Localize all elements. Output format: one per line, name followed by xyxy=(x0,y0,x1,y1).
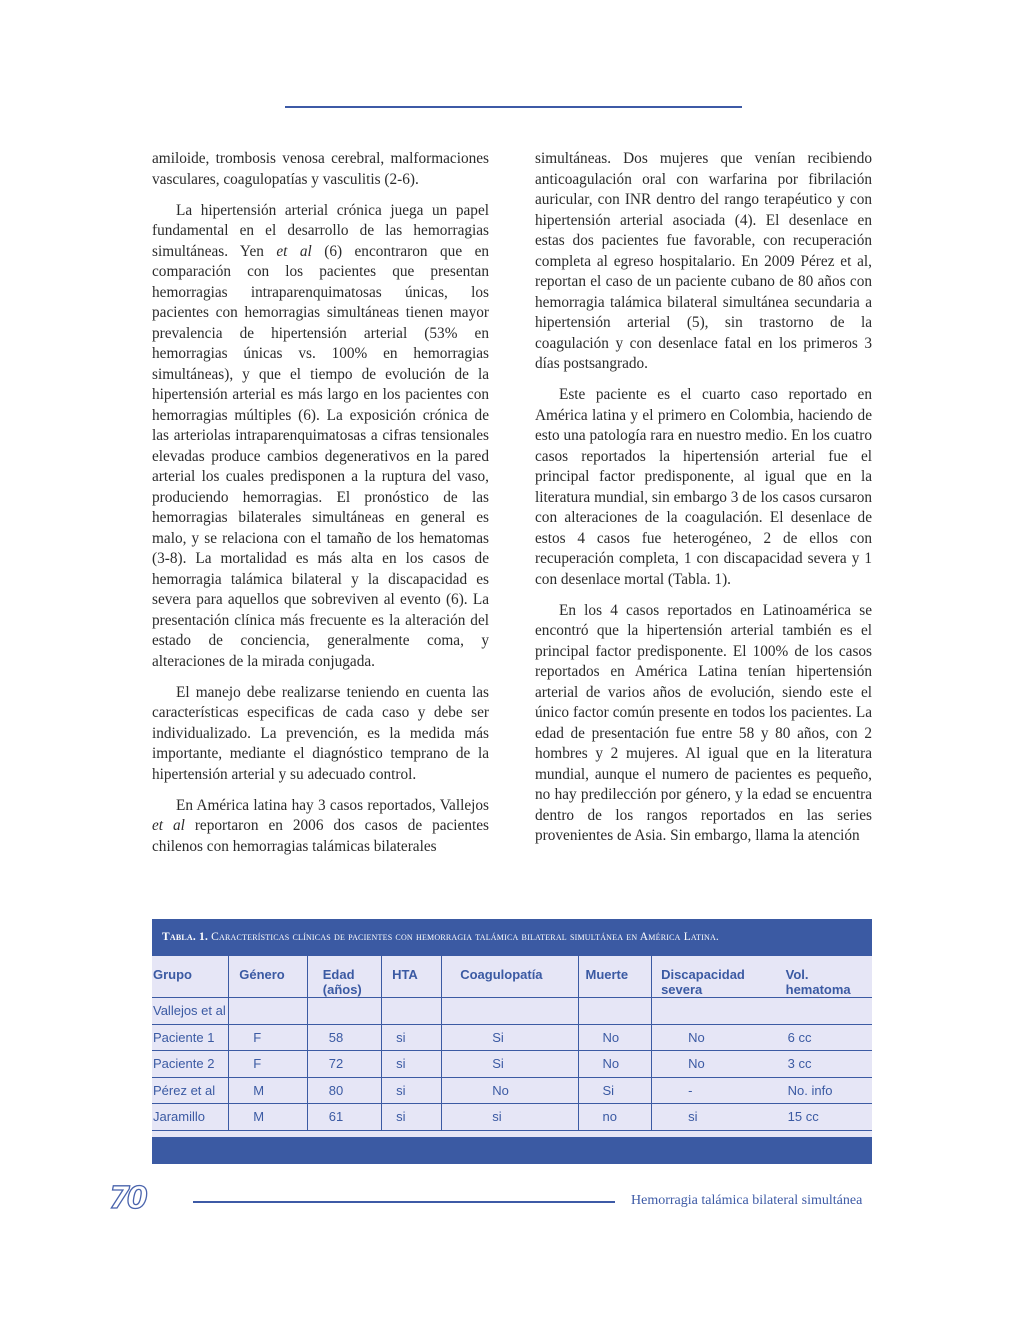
table-label: Tabla. 1. xyxy=(162,931,209,943)
text-run: (6) encontraron que en comparación con los pacientes que presentan hemorragias intraparenquimatosas únicas, los pacientes con hemorragias simultáneas tienen mayor prevalencia de hipertensión arterial (53% en hemorragias únicas vs. 100% en hemorragias simultáneas), y que el tiempo de evolución de la hipertensión arterial es más largo en los pacientes con hemorragias múltiples (6). La exposición crónica de las arteriolas intraparenquimatosas a cifras tensionales elevadas produce cambios degenerativos en la pared arterial los cuales predisponen a la ruptura del vaso, produciendo hemorragias. El pronóstico de las hemorragias bilaterales simultáneas en general es malo, y se relaciona con el tamaño de los hematomas (3-8). La mortalidad es más alta en los casos de hemorragia talámica bilateral y la discapacidad es severa para aquellos que sobreviven al evento (6). La presentación clínica más frecuente es la alteración del estado de conciencia, generalmente coma, y alteraciones de la mirada conjugada. xyxy=(152,242,490,670)
table-cell xyxy=(442,998,578,1025)
text-run: La hipertensión arterial crónica juega un papel fundamental en el desarrollo de las hemorragias simultáneas. Yen xyxy=(152,201,489,260)
column-header xyxy=(152,956,229,998)
table-cell: Paciente 2 xyxy=(152,1051,229,1078)
table-cell: No xyxy=(652,1051,776,1078)
header-rule xyxy=(285,106,742,108)
table-cell: si xyxy=(442,1104,578,1131)
table-cell: Si xyxy=(578,1077,652,1104)
table-cell xyxy=(578,998,652,1025)
footer-rule xyxy=(193,1201,615,1203)
column-header-line: Edad xyxy=(322,967,355,982)
table-cell: si xyxy=(652,1104,776,1131)
table-cell: No xyxy=(578,1051,652,1078)
table-cell: si xyxy=(382,1077,442,1104)
left-text-column xyxy=(152,149,489,868)
page-number: 70 xyxy=(109,1181,145,1216)
table-cell: 3 cc xyxy=(776,1051,872,1078)
column-header xyxy=(442,956,578,998)
table-cell: M xyxy=(229,1104,308,1131)
table-cell: F xyxy=(229,1051,308,1078)
table-cell xyxy=(776,998,872,1025)
table-cell: F xyxy=(229,1024,308,1051)
right-text-column xyxy=(535,149,872,857)
table-cell: 15 cc xyxy=(776,1104,872,1131)
paragraph: Este paciente es el cuarto caso reportado en América latina y el primero en Colombia, haciendo de esto una patología rara en nuestro medio. En los cuatro casos reportados la hipertensión arterial fue el principal factor predisponente, al igual que en la literatura mundial, sin embargo 3 de los casos cursaron con alteraciones de la coagulación. El desenlace de estos 4 casos fue heterogéneo, 2 de ellos con recuperación completa, 1 con discapacidad severa y 1 con desenlace mortal (Tabla. 1). xyxy=(535,386,872,588)
table-cell xyxy=(229,998,308,1025)
column-header xyxy=(307,956,381,998)
table-cell: Si xyxy=(442,1024,578,1051)
text-run: reportaron en 2006 dos casos de pacientes chilenos con hemorragias talámicas bilaterales xyxy=(152,817,489,855)
clinical-table xyxy=(152,956,872,1131)
column-header xyxy=(652,956,776,998)
table-cell: 72 xyxy=(307,1051,381,1078)
table-1 xyxy=(152,919,872,1164)
table-row xyxy=(152,1051,872,1078)
table-cell: Paciente 1 xyxy=(152,1024,229,1051)
column-header xyxy=(229,956,308,998)
table-cell: No xyxy=(578,1024,652,1051)
table-footer-bar xyxy=(152,1137,872,1164)
column-header-line: Discapacidad xyxy=(661,967,745,982)
table-cell: No xyxy=(442,1077,578,1104)
table-cell: si xyxy=(382,1024,442,1051)
column-header xyxy=(776,956,872,998)
column-header-line: HTA xyxy=(392,967,418,982)
table-cell xyxy=(652,998,776,1025)
table-row xyxy=(152,1104,872,1131)
table-cell: 61 xyxy=(307,1104,381,1131)
table-caption-text: Características clínicas de pacientes con hemorragia talámica bilateral simultánea en América Latina. xyxy=(211,931,719,943)
paragraph: simultáneas. Dos mujeres que venían recibiendo anticoagulación oral con warfarina por fibrilación auricular, con INR dentro del rango terapéutico y con hipertensión arterial asociada (4). El desenlace en estas dos pacientes fue favorable, con recuperación completa al egreso hospitalario. En 2009 Pérez et al, reportan el caso de un paciente cubano de 80 años con hemorragia talámica bilateral simultánea secundaria a hipertensión arterial (5), sin trastorno de la coagulación y con desenlace fatal en los primeros 3 días postsangrado. xyxy=(535,150,872,372)
running-title: Hemorragia talámica bilateral simultánea xyxy=(631,1193,863,1208)
column-header xyxy=(382,956,442,998)
column-header-line: (años) xyxy=(322,982,362,997)
column-header-line: hematoma xyxy=(785,982,851,997)
table-cell: 80 xyxy=(307,1077,381,1104)
table-cell: Jaramillo xyxy=(152,1104,229,1131)
table-caption xyxy=(152,919,872,956)
paragraph: El manejo debe realizarse teniendo en cuenta las características especificas de cada caso y debe ser individualizado. La prevención, es la medida más importante, mediante el diagnóstico temprano de la hipertensión arterial y su adecuado control. xyxy=(152,683,489,783)
table-cell: no xyxy=(578,1104,652,1131)
column-header-line: Grupo xyxy=(153,967,192,982)
paragraph: amiloide, trombosis venosa cerebral, malformaciones vasculares, coagulopatías y vasculitis (2-6). xyxy=(152,150,489,188)
table-cell: - xyxy=(652,1077,776,1104)
table-cell: M xyxy=(229,1077,308,1104)
italic-text: et al xyxy=(152,817,185,834)
column-header-line: severa xyxy=(661,982,703,997)
paragraph: En los 4 casos reportados en Latinoamérica se encontró que la hipertensión arterial también es el principal factor predisponente. El 100% de los casos reportados en América Latina tenían hipertensión arterial de varios años de evolución, siendo este el único factor común presente en todos los pacientes. La edad de presentación fue entre 58 y 80 años, con 2 hombres y 2 mujeres. Al igual que en la literatura mundial, aunque el numero de pacientes es pequeño, no hay predilección por género, y la edad se encuentra dentro de los rangos reportados en las series provenientes de Asia. Sin embargo, llama la atención xyxy=(535,601,872,844)
table-cell: Si xyxy=(442,1051,578,1078)
table-cell: No xyxy=(652,1024,776,1051)
column-header xyxy=(578,956,652,998)
paragraph xyxy=(152,201,489,673)
table-cell xyxy=(307,998,381,1025)
table-cell: si xyxy=(382,1104,442,1131)
text-run: En América latina hay 3 casos reportados, Vallejos xyxy=(176,796,489,814)
table-cell: Pérez et al xyxy=(152,1077,229,1104)
table-cell: 6 cc xyxy=(776,1024,872,1051)
table-cell xyxy=(382,998,442,1025)
column-header-line: Muerte xyxy=(585,967,629,982)
italic-text: et al xyxy=(276,242,312,260)
column-header-line: Vol. xyxy=(785,967,809,982)
table-row xyxy=(152,1077,872,1104)
paragraph xyxy=(152,796,489,858)
table-cell: si xyxy=(382,1051,442,1078)
table-cell: Vallejos et al xyxy=(152,998,229,1025)
column-header-line: Género xyxy=(239,967,285,982)
table-row xyxy=(152,1024,872,1051)
table-cell: 58 xyxy=(307,1024,381,1051)
table-row xyxy=(152,998,872,1025)
column-header-line: Coagulopatía xyxy=(460,967,543,982)
table-cell: No. info xyxy=(776,1077,872,1104)
